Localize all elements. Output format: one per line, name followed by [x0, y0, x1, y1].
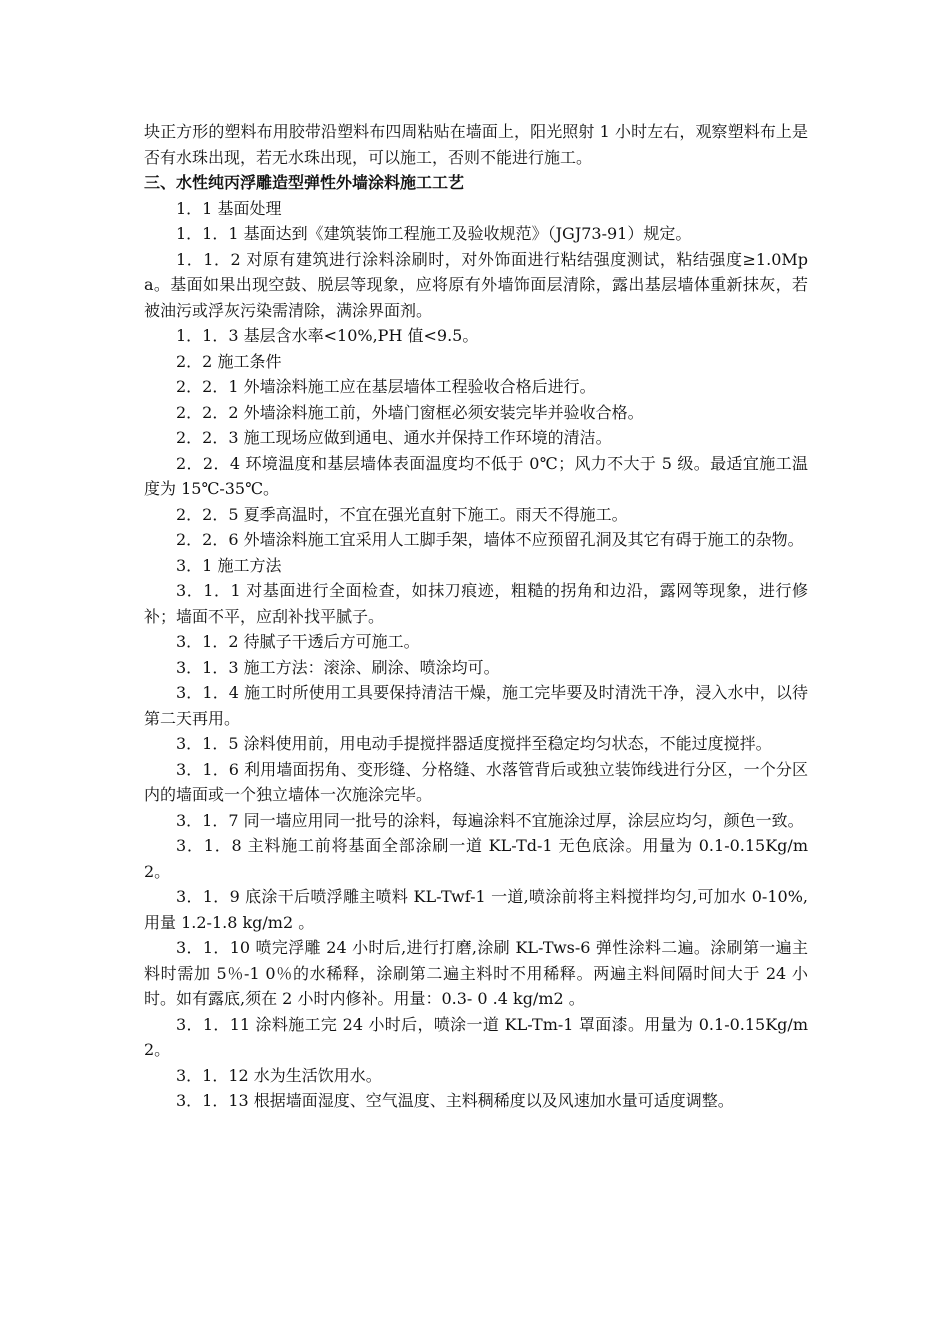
paragraph-2-2-6: 2．2．6 外墙涂料施工宜采用人工脚手架，墙体不应预留孔洞及其它有碍于施工的杂物。 [176, 530, 804, 549]
paragraph-3-1-12: 3．1．12 水为生活饮用水。 [176, 1065, 382, 1085]
paragraph-3-1-11: 3．1．11 涂料施工完 24 小时后，喷涂一道 KL-Tm-1 罩面漆。用量为 0.1-0.15Kg/m2。 [144, 1014, 808, 1059]
section-heading: 三、水性纯丙浮雕造型弹性外墙涂料施工工艺 [144, 173, 465, 192]
paragraph-1-1-1: 1．1．1 基面达到《建筑装饰工程施工及验收规范》（JGJ73-91）规定。 [176, 224, 692, 243]
subheading-1-1: 1．1 基面处理 [176, 198, 282, 218]
subheading-2-2: 2．2 施工条件 [176, 351, 282, 371]
document-body [144, 119, 808, 1114]
paragraph-2-2-2: 2．2．2 外墙涂料施工前，外墙门窗框必须安装完毕并验收合格。 [176, 402, 644, 422]
paragraph-3-1-13: 3．1．13 根据墙面湿度、空气温度、主料稠稀度以及风速加水量可适度调整。 [176, 1091, 734, 1110]
paragraph-1-1-3: 1．1．3 基层含水率<10%,PH 值<9.5。 [176, 326, 479, 345]
paragraph-3-1-3: 3．1．3 施工方法：滚涂、刷涂、喷涂均可。 [176, 657, 500, 677]
paragraph-3-1-5: 3．1．5 涂料使用前，用电动手提搅拌器适度搅拌至稳定均匀状态，不能过度搅拌。 [176, 734, 772, 753]
paragraph-3-1-1: 3．1．1 对基面进行全面检查，如抹刀痕迹，粗糙的拐角和边沿，露网等现象，进行修补；墙面不平，应刮补找平腻子。 [144, 581, 808, 626]
paragraph-3-1-4: 3．1．4 施工时所使用工具要保持清洁干燥，施工完毕要及时清洗干净，浸入水中，以待第二天再用。 [144, 683, 808, 728]
paragraph-3-1-8: 3．1．8 主料施工前将基面全部涂刷一道 KL-Td-1 无色底涂。用量为 0.1-0.15Kg/m2。 [144, 836, 808, 881]
subheading-3-1: 3．1 施工方法 [176, 555, 282, 575]
paragraph-2-2-4: 2．2．4 环境温度和基层墙体表面温度均不低于 0℃；风力不大于 5 级。最适宜施工温度为 15℃-35℃。 [144, 453, 808, 498]
paragraph-1-1-2: 1．1．2 对原有建筑进行涂料涂刷时，对外饰面进行粘结强度测试，粘结强度≥1.0Mpa。基面如果出现空鼓、脱层等现象，应将原有外墙饰面层清除，露出基层墙体重新抹灰，若被油污或浮灰污染需清除，满涂界面剂。 [144, 249, 808, 320]
paragraph-2-2-5: 2．2．5 夏季高温时，不宜在强光直射下施工。雨天不得施工。 [176, 504, 628, 524]
paragraph-3-1-9: 3．1．9 底涂干后喷浮雕主喷料 KL-Twf-1 一道,喷涂前将主料搅拌均匀,可加水 0-10%,用量 1.2-1.8 kg/m2 。 [144, 887, 808, 932]
paragraph-3-1-7: 3．1．7 同一墙应用同一批号的涂料，每遍涂料不宜施涂过厚，涂层应均匀，颜色一致。 [176, 810, 804, 830]
paragraph-3-1-2: 3．1．2 待腻子干透后方可施工。 [176, 632, 420, 651]
paragraph-3-1-10: 3．1．10 喷完浮雕 24 小时后,进行打磨,涂刷 KL-Tws-6 弹性涂料二遍。涂刷第一遍主料时需加 5％-1 0％的水稀释，涂刷第二遍主料时不用稀释。两遍主料间隔时间大于 24 小时。如有露底,须在 2 小时内修补。用量：0.3- 0 .4 kg/m2 。 [144, 938, 808, 1008]
paragraph-3-1-6: 3．1．6 利用墙面拐角、变形缝、分格缝、水落管背后或独立装饰线进行分区，一个分区内的墙面或一个独立墙体一次施涂完毕。 [144, 759, 808, 804]
paragraph-2-2-1: 2．2．1 外墙涂料施工应在基层墙体工程验收合格后进行。 [176, 377, 596, 396]
paragraph-continuation: 块正方形的塑料布用胶带沿塑料布四周粘贴在墙面上，阳光照射 1 小时左右，观察塑料布上是否有水珠出现，若无水珠出现，可以施工，否则不能进行施工。 [144, 122, 808, 167]
paragraph-2-2-3: 2．2．3 施工现场应做到通电、通水并保持工作环境的清洁。 [176, 428, 612, 447]
